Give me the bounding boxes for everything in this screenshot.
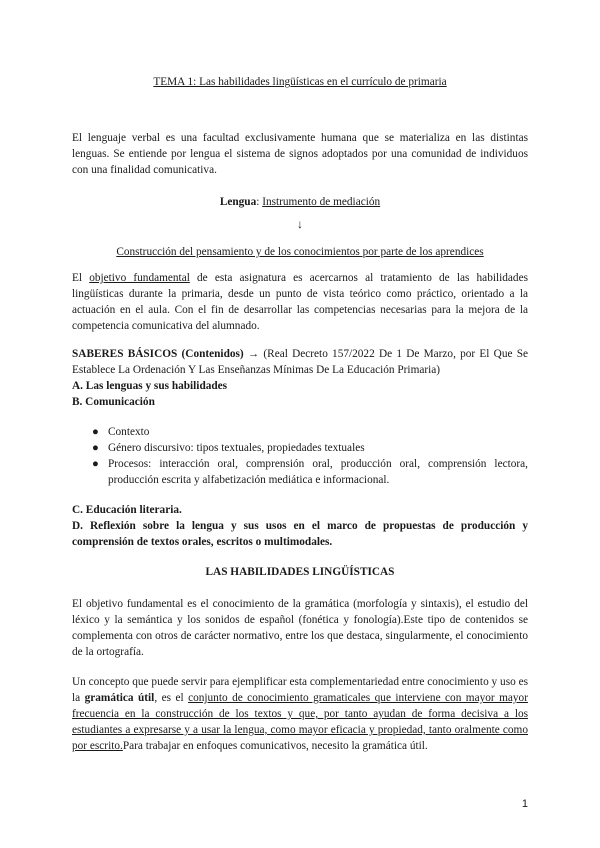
list-item — [92, 456, 528, 488]
gramatica-util-pre: Un concepto que puede servir para ejemplificar esta complementariedad entre conocimiento y uso es la — [72, 676, 528, 704]
saberes-paragraph — [72, 346, 528, 378]
bullet-icon: ● — [92, 458, 99, 470]
saberes-heading: SABERES BÁSICOS (Contenidos) — [72, 348, 244, 360]
lengua-definition-text: Instrumento de mediación — [262, 196, 381, 208]
objective-pre: El — [72, 272, 90, 284]
gramatica-util-definition: conjunto de conocimiento gramaticales que interviene con mayor mayor frecuencia en la construcción de los textos y que, por tanto ayudan de forma decisiva a los estudiantes a expresarse y a usar la lengua, como mayor eficacia y propiedad, tanto oralmente como por escrito. — [72, 692, 528, 752]
construccion-line: Construcción del pensamiento y de los conocimientos por parte de los aprendices — [116, 246, 484, 258]
page-title: TEMA 1: Las habilidades lingüísticas en el currículo de primaria — [153, 76, 447, 88]
intro-paragraph: El lenguaje verbal es una facultad exclusivamente humana que se materializa en las distintas lenguas. Se entiende por lengua el sistema de signos adoptados por una comunidad de individuos con una finalidad comunicativa. — [72, 132, 528, 176]
right-arrow-icon: → — [243, 348, 264, 360]
gramatica-util-post: Para trabajar en enfoques comunicativos, necesito la gramática útil. — [122, 740, 428, 752]
gramatica-util-term: gramática útil — [84, 692, 155, 704]
gramatica-util-mid: , es el — [154, 692, 189, 704]
section-d-heading: D. Reflexión sobre la lengua y sus usos en el marco de propuestas de producción y comprensión de textos orales, escritos o multimodales. — [72, 520, 528, 548]
bullet-icon: ● — [92, 442, 99, 454]
lengua-definition — [72, 194, 528, 210]
bullet-icon: ● — [92, 426, 99, 438]
section-a-heading: A. Las lenguas y sus habilidades — [72, 380, 228, 392]
gramatica-util-paragraph — [72, 674, 528, 754]
list-item-text: Contexto — [108, 426, 150, 438]
objective-highlight: objetivo fundamental — [89, 272, 190, 284]
page-number: 1 — [521, 798, 528, 810]
down-arrow-icon: ↓ — [297, 217, 303, 231]
lengua-separator: : — [256, 196, 263, 208]
saberes-reference: (Real Decreto 157/2022 De 1 De Marzo, por El Que Se Establece La Ordenación Y Las Enseñanzas Mínimas De La Educación Primaria) — [72, 348, 528, 376]
list-item-text: Procesos: interacción oral, comprensión oral, producción oral, comprensión lectora, producción escrita y alfabetización mediática e informacional. — [108, 458, 528, 486]
habilidades-title: LAS HABILIDADES LINGÜÍSTICAS — [205, 566, 395, 578]
section-b-heading: B. Comunicación — [72, 396, 155, 408]
list-item-text: Género discursivo: tipos textuales, propiedades textuales — [108, 442, 365, 454]
section-c-heading: C. Educación literaria. — [72, 504, 182, 516]
objective-paragraph — [72, 270, 528, 334]
list-item — [92, 424, 528, 440]
document-page — [72, 66, 528, 754]
gramatica-paragraph: El objetivo fundamental es el conocimiento de la gramática (morfología y sintaxis), el estudio del léxico y la semántica y los sonidos de español (fonética y fonología).Este tipo de contenidos se complementa con otros de carácter normativo, entre los que destaca, singularmente, el conocimiento de la ortografía. — [72, 598, 528, 658]
objective-post: de esta asignatura es acercarnos al tratamiento de las habilidades lingüísticas durante la primaria, desde un punto de vista teórico como práctico, orientado a la actuación en el aula. Con el fin de desarrollar las competencias necesarias para la mejora de la competencia comunicativa del alumnado. — [72, 272, 528, 332]
comunicacion-list — [72, 424, 528, 488]
lengua-label: Lengua — [219, 196, 257, 208]
list-item — [92, 440, 528, 456]
